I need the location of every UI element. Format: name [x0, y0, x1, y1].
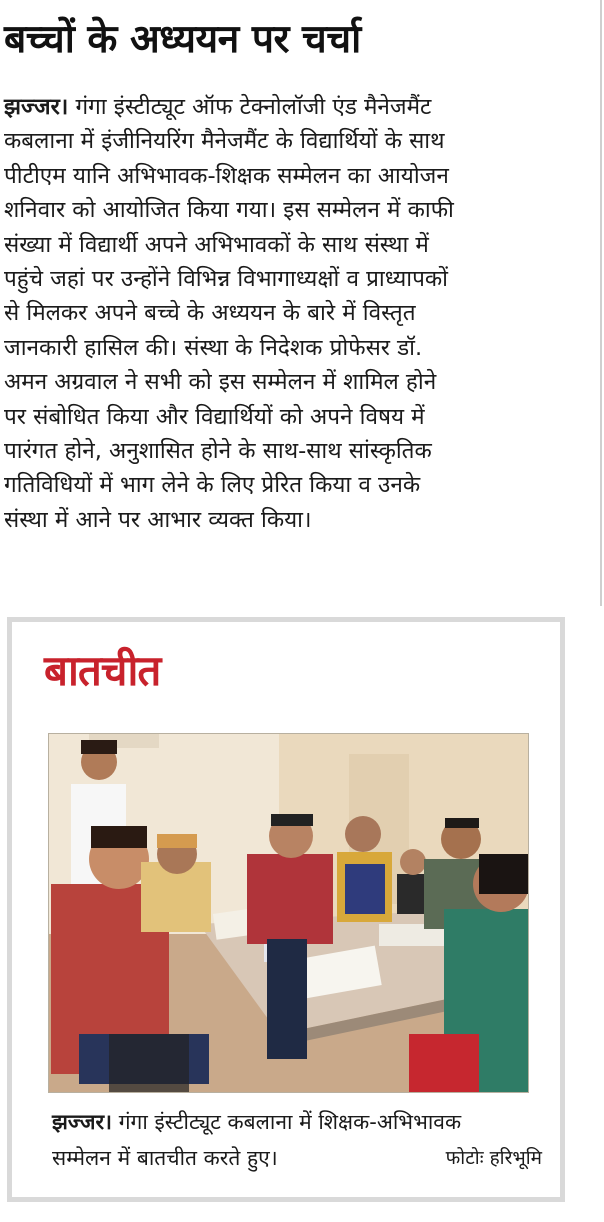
article-line: पर संबोधित किया और विद्यार्थियों को अपने विषय में	[4, 403, 425, 430]
article-body	[4, 90, 556, 537]
photo-credit: फोटोः हरिभूमि	[445, 1147, 542, 1169]
photo-illustration	[49, 734, 529, 1093]
section-label: बातचीत	[44, 646, 161, 695]
article-line: संख्या में विद्यार्थी अपने अभिभावकों के साथ संस्था में	[4, 231, 429, 258]
article-line: पारंगत होने, अनुशासित होने के साथ-साथ सांस्कृतिक	[4, 437, 432, 464]
column-divider	[600, 0, 602, 606]
article-line: शनिवार को आयोजित किया गया। इस सम्मेलन में काफी	[4, 197, 454, 224]
caption-dateline: झज्जर।	[52, 1110, 113, 1134]
article-line: कबलाना में इंजीनियरिंग मैनेजमैंट के विद्यार्थियों के साथ	[4, 128, 445, 155]
photo-caption	[52, 1104, 542, 1176]
article-line: अमन अग्रवाल ने सभी को इस सम्मेलन में शामिल होने	[4, 369, 437, 396]
article-line: पीटीएम यानि अभिभावक-शिक्षक सम्मेलन का आयोजन	[4, 162, 449, 189]
article-line: जानकारी हासिल की। संस्था के निदेशक प्रोफेसर डॉ.	[4, 334, 423, 361]
article-line	[4, 90, 556, 124]
caption-line: सम्मेलन में बातचीत करते हुए।	[52, 1146, 278, 1170]
headline: बच्चों के अध्ययन पर चर्चा	[4, 17, 361, 62]
article-line: से मिलकर अपने बच्चे के अध्ययन के बारे में विस्तृत	[4, 300, 416, 327]
article-line-text: गंगा इंस्टीट्यूट ऑफ टेक्नोलॉजी एंड मैनेजमैंट	[68, 94, 432, 120]
news-photo	[48, 733, 529, 1093]
article-line: गतिविधियों में भाग लेने के लिए प्रेरित किया व उनके	[4, 472, 421, 499]
article-line: पहुंचे जहां पर उन्होंने विभिन्न विभागाध्यक्षों व प्राध्यापकों	[4, 265, 448, 292]
caption-line	[52, 1104, 542, 1140]
caption-line-text: गंगा इंस्टीट्यूट कबलाना में शिक्षक-अभिभावक	[112, 1110, 462, 1134]
dateline: झज्जर।	[4, 94, 69, 120]
article-line: संस्था में आने पर आभार व्यक्त किया।	[4, 506, 312, 533]
